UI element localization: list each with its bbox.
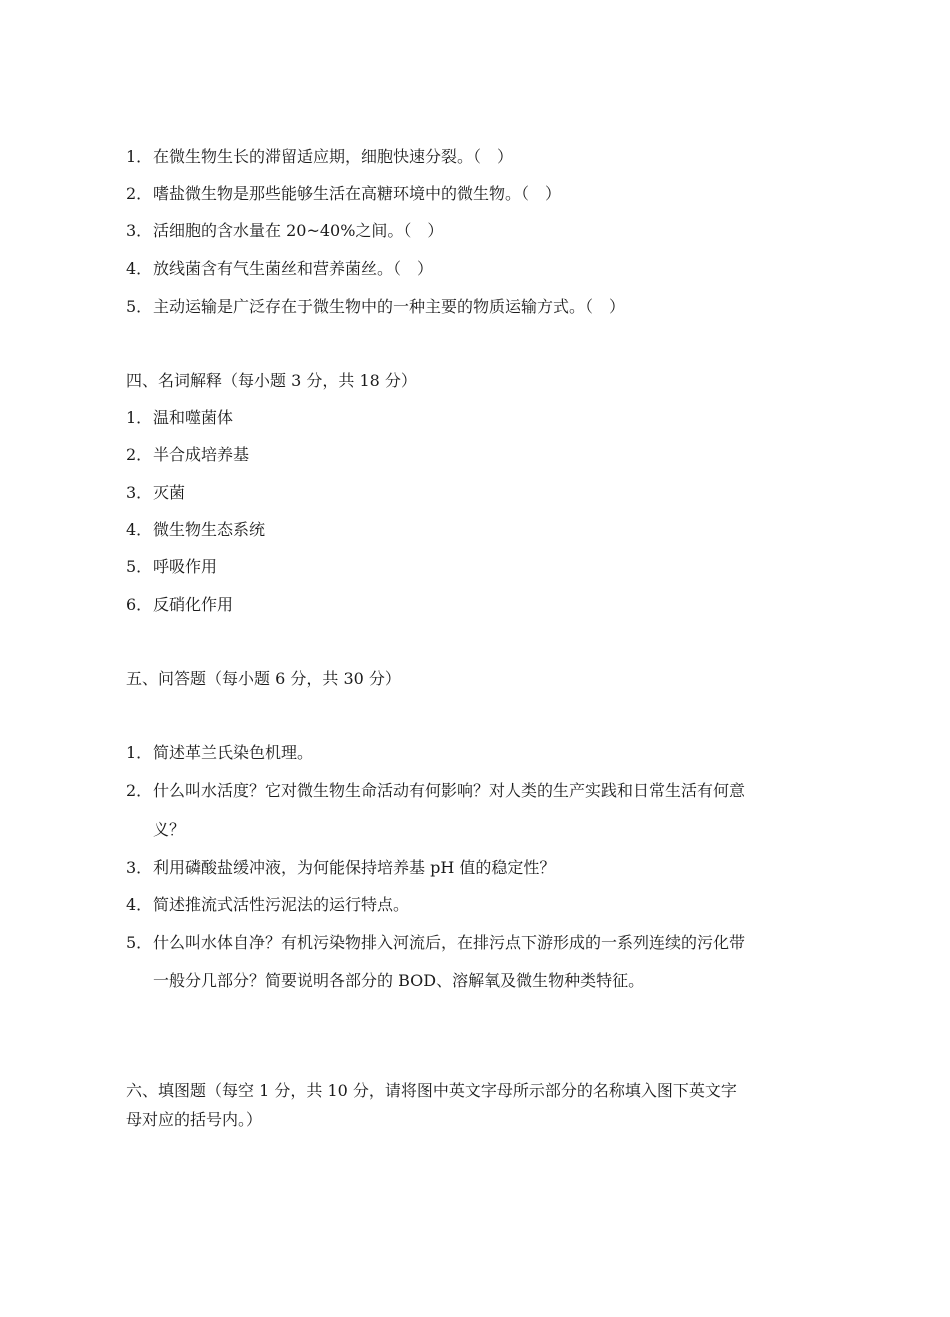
question-item-5-continuation: 一般分几部分？简要说明各部分的 BOD、溶解氧及微生物种类特征。 [153,971,645,990]
question-item-5 [126,932,745,954]
item-text: 什么叫水活度？它对微生物生命活动有何影响？对人类的生产实践和日常生活有何意 [153,781,746,800]
item-number: 3． [126,221,153,240]
item-number: 5． [126,297,153,316]
item-number: 5． [126,557,153,576]
question-item-1 [126,742,313,764]
item-number: 4． [126,895,153,914]
item-number: 1． [126,408,153,427]
term-item-3 [126,482,185,504]
item-text: 在微生物生长的滞留适应期，细胞快速分裂。（ ） [153,147,514,166]
item-number: 2． [126,184,153,203]
item-text: 活细胞的含水量在 20~40%之间。（ ） [153,221,444,240]
item-text: 呼吸作用 [153,557,218,576]
item-number: 3． [126,483,153,502]
item-number: 1． [126,743,153,762]
item-text: 微生物生态系统 [153,520,266,539]
item-text: 温和噬菌体 [153,408,234,427]
term-item-5 [126,556,217,578]
item-text: 主动运输是广泛存在于微生物中的一种主要的物质运输方式。（ ） [153,297,626,316]
item-number: 2． [126,445,153,464]
item-text: 利用磷酸盐缓冲液，为何能保持培养基 pH 值的稳定性？ [153,858,556,877]
item-text: 嗜盐微生物是那些能够生活在高糖环境中的微生物。（ ） [153,184,562,203]
item-text: 反硝化作用 [153,595,234,614]
item-text: 什么叫水体自净？有机污染物排入河流后，在排污点下游形成的一系列连续的污化带 [153,933,746,952]
section-six-heading-line-2: 母对应的括号内。） [126,1110,263,1129]
question-item-2-continuation: 义？ [153,820,186,839]
question-item-3 [126,857,555,879]
term-item-6 [126,594,233,616]
true-false-item-4 [126,258,433,280]
term-item-1 [126,407,233,429]
section-six-heading-line-1: 六、填图题（每空 1 分，共 10 分，请将图中英文字母所示部分的名称填入图下英文字 [126,1081,737,1100]
true-false-item-2 [126,183,561,205]
question-item-2 [126,780,745,802]
item-text: 放线菌含有气生菌丝和营养菌丝。（ ） [153,259,434,278]
true-false-item-5 [126,296,625,318]
section-four-heading: 四、名词解释（每小题 3 分，共 18 分） [126,371,417,390]
term-item-2 [126,444,249,466]
item-text: 灭菌 [153,483,186,502]
item-number: 4． [126,259,153,278]
true-false-item-3 [126,220,443,242]
item-text: 简述推流式活性污泥法的运行特点。 [153,895,410,914]
question-item-4 [126,894,409,916]
item-text: 简述革兰氏染色机理。 [153,743,314,762]
true-false-item-1 [126,146,513,168]
term-item-4 [126,519,265,541]
section-five-heading: 五、问答题（每小题 6 分，共 30 分） [126,669,401,688]
item-number: 1． [126,147,153,166]
item-number: 6． [126,595,153,614]
item-number: 3． [126,858,153,877]
item-number: 5． [126,933,153,952]
item-number: 4． [126,520,153,539]
item-text: 半合成培养基 [153,445,250,464]
item-number: 2． [126,781,153,800]
